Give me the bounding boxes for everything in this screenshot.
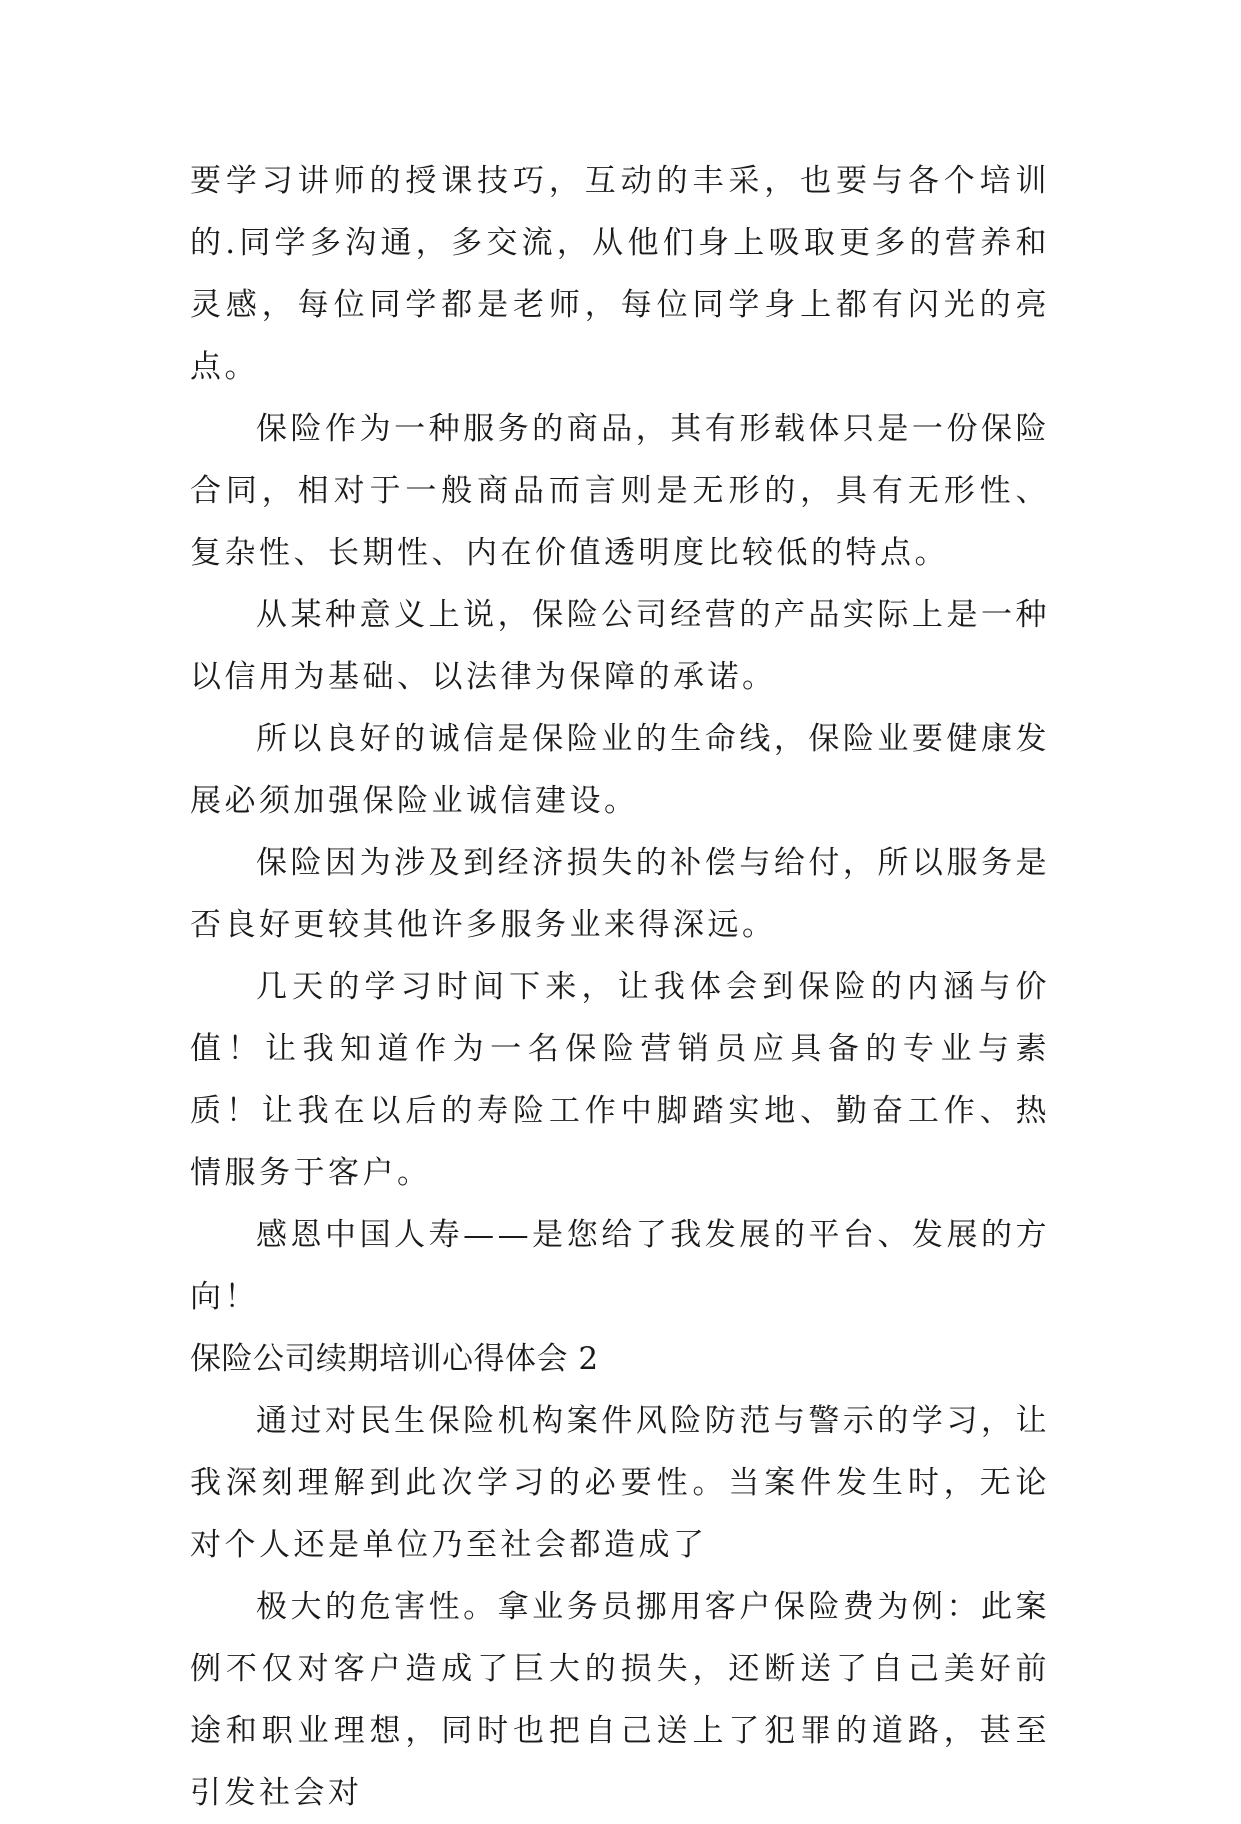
paragraph: 保险作为一种服务的商品，其有形载体只是一份保险合同，相对于一般商品而言则是无形的，具有无形性、复杂性、长期性、内在价值透明度比较低的特点。 — [190, 411, 1050, 571]
document-page — [190, 150, 1050, 1824]
paragraph: 保险因为涉及到经济损失的补偿与给付，所以服务是否良好更较其他许多服务业来得深远。 — [190, 845, 1050, 943]
paragraph: 极大的危害性。拿业务员挪用客户保险费为例：此案例不仅对客户造成了巨大的损失，还断送了自己美好前途和职业理想，同时也把自己送上了犯罪的道路，甚至引发社会对 — [190, 1589, 1050, 1811]
paragraph: 几天的学习时间下来，让我体会到保险的内涵与价值！让我知道作为一名保险营销员应具备的专业与素质！让我在以后的寿险工作中脚踏实地、勤奋工作、热情服务于客户。 — [190, 969, 1050, 1191]
paragraph: 感恩中国人寿——是您给了我发展的平台、发展的方向！ — [190, 1217, 1050, 1315]
section-title: 保险公司续期培训心得体会 2 — [190, 1341, 599, 1377]
paragraph: 通过对民生保险机构案件风险防范与警示的学习，让我深刻理解到此次学习的必要性。当案件发生时，无论对个人还是单位乃至社会都造成了 — [190, 1403, 1050, 1563]
paragraph: 所以良好的诚信是保险业的生命线，保险业要健康发展必须加强保险业诚信建设。 — [190, 721, 1050, 819]
paragraph: 从某种意义上说，保险公司经营的产品实际上是一种以信用为基础、以法律为保障的承诺。 — [190, 597, 1050, 695]
paragraph: 要学习讲师的授课技巧，互动的丰采，也要与各个培训的.同学多沟通，多交流，从他们身上吸取更多的营养和灵感，每位同学都是老师，每位同学身上都有闪光的亮点。 — [190, 163, 1050, 385]
